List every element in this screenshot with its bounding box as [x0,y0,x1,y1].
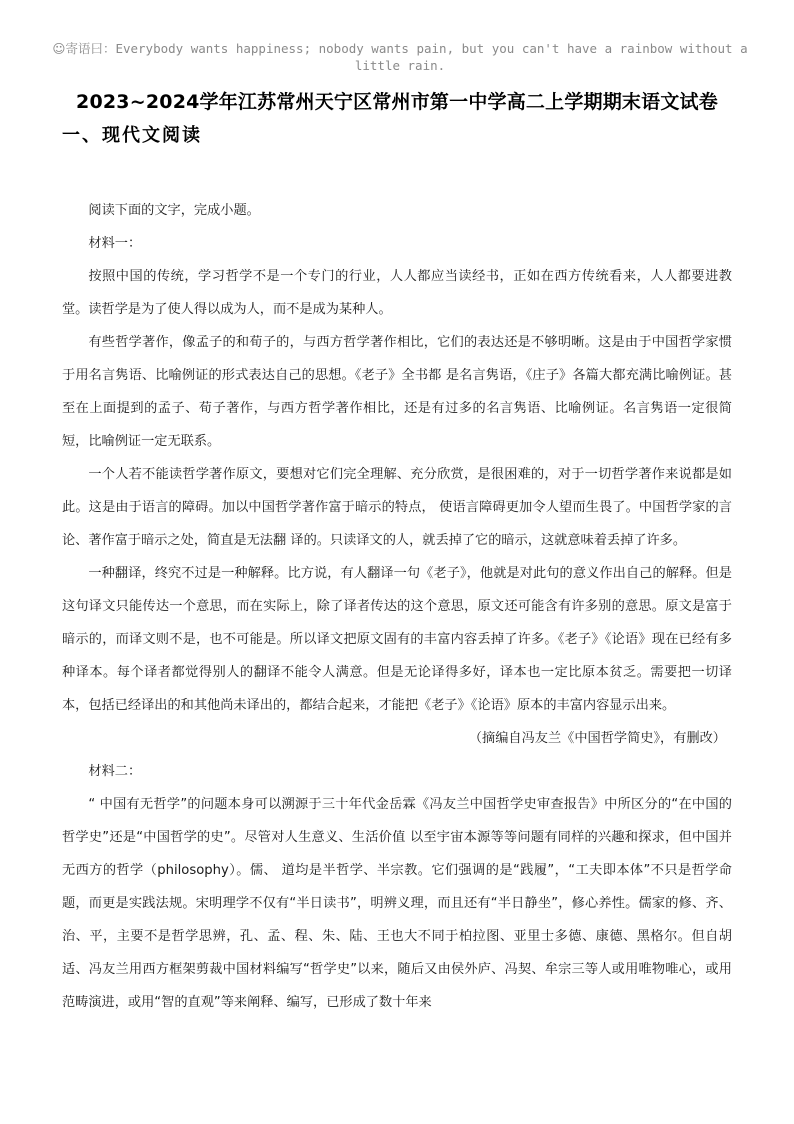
material-one-label: 材料一： [88,236,142,251]
motto-text: 寄语曰：Everybody wants happiness; nobody wants pain, but you can't have a rainbow without a little rain. [65,41,748,73]
document-body [62,194,732,1019]
header-motto [40,40,760,74]
material-one-paragraph: 一种翻译，终究不过是一种解释。比方说，有人翻译一句《老子》，他就是对此句的意义作出自己的解释。但是这句译文只能传达一个意思，而在实际上，除了译者传达的这个意思，原文还可能含有许多别的意思。原文是富于暗示的，而译文则不是，也不可能是。所以译文把原文固有的丰富内容丢掉了许多。《老子》《论语》现在已经有多种译本。每个译者都觉得别人的翻译不能令人满意。但是无论译得多好，译本也一定比原本贫乏。需要把一切译本，包括已经译出的和其他尚未译出的，都结合起来，才能把《老子》《论语》原本的丰富内容显示出来。 [62,566,732,713]
instruction-text: 阅读下面的文字，完成小题。 [88,203,260,218]
material-one-paragraph: 按照中国的传统，学习哲学不是一个专门的行业，人人都应当读经书，正如在西方传统看来，人人都要进教堂。读哲学是为了使人得以成为人，而不是成为某种人。 [62,269,732,317]
material-two-label: 材料二： [88,764,142,779]
section-heading: 一、现代文阅读 [62,125,202,146]
material-one-source: （摘编自冯友兰《中国哲学简史》，有删改） [468,731,726,746]
material-one-paragraph: 有些哲学著作，像孟子的和荀子的，与西方哲学著作相比，它们的表达还是不够明晰。这是由于中国哲学家惯于用名言隽语、比喻例证的形式表达自己的思想。《老子》全书都 是名言隽语，《庄子》各篇大都充满比喻例证。甚至在上面提到的孟子、荀子著作，与西方哲学著作相比，还是有过多的名言隽语、比喻例证。名言隽语一定很简短，比喻例证一定无联系。 [62,335,732,449]
material-one-paragraph: 一个人若不能读哲学著作原文，要想对它们完全理解、充分欣赏，是很困难的，对于一切哲学著作来说都是如此。这是由于语言的障碍。加以中国哲学著作富于暗示的特点， 使语言障碍更加令人望而生畏了。中国哲学家的言论、著作富于暗示之处，简直是无法翻 译的。只读译文的人，就丢掉了它的暗示，这就意味着丢掉了许多。 [62,467,732,548]
page-title: 2023~2024学年江苏常州天宁区常州市第一中学高二上学期期末语文试卷 [76,91,718,113]
smile-icon: ☺ [52,41,66,56]
material-two-paragraph: “ 中国有无哲学”的问题本身可以溯源于三十年代金岳霖《冯友兰中国哲学史审查报告》中所区分的“在中国的哲学史”还是“中国哲学的史”。尽管对人生意义、生活价值 以至宇宙本源等等问题有同样的兴趣和探求，但中国并无西方的哲学（philosophy）。儒、 道均是半哲学、半宗教。它们强调的是“践履”，“工夫即本体”不只是哲学命题，而更是实践法规。宋明理学不仅有“半日读书”，明辨义理，而且还有“半日静坐”，修心养性。儒家的修、齐、治、平，主要不是哲学思辨，孔、孟、程、朱、陆、王也大不同于柏拉图、亚里士多德、康德、黑格尔。但自胡适、冯友兰用西方框架剪裁中国材料编写“哲学史”以来，随后又由侯外庐、冯契、牟宗三等人或用唯物唯心，或用范畴演进，或用“智的直观”等来阐释、编写，已形成了数十年来 [62,797,732,1010]
